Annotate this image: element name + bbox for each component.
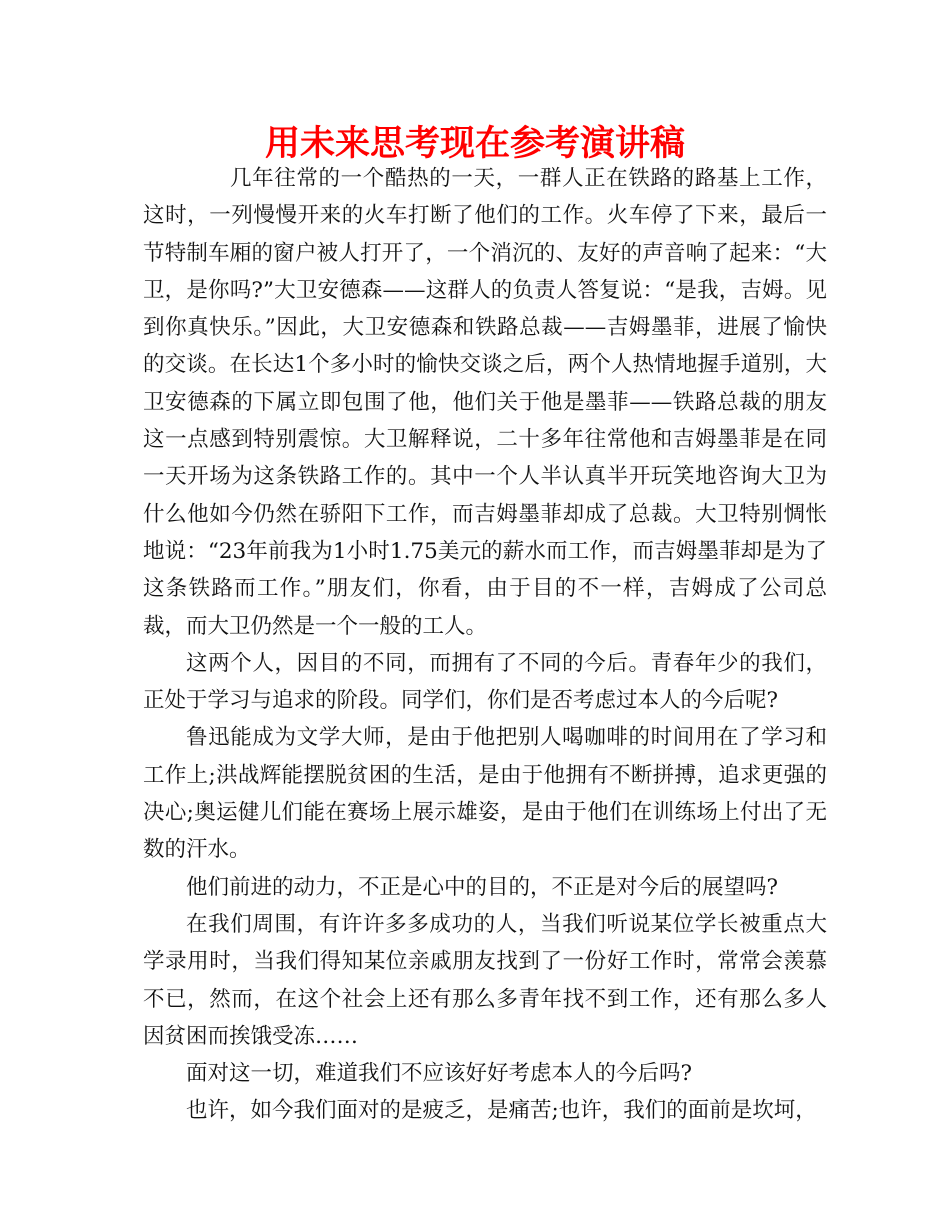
paragraph: 鲁迅能成为文学大师，是由于他把别人喝咖啡的时间用在了学习和工作上;洪战辉能摆脱贫困的生活，是由于他拥有不断拼搏，追求更强的决心;奥运健儿们能在赛场上展示雄姿，是由于他们在训练场上付出了无数的汗水。 bbox=[143, 725, 827, 863]
paragraph: 他们前进的动力，不正是心中的目的，不正是对今后的展望吗? bbox=[186, 874, 779, 900]
paragraph: 这两个人，因目的不同，而拥有了不同的今后。青春年少的我们，正处于学习与追求的阶段。同学们，你们是否考虑过本人的今后呢? bbox=[143, 650, 827, 714]
paragraph: 在我们周围，有许许多多成功的人，当我们听说某位学长被重点大学录用时，当我们得知某位亲戚朋友找到了一份好工作时，常常会羡慕不已，然而，在这个社会上还有那么多青年找不到工作，还有那么多人因贫困而挨饿受冻…… bbox=[143, 911, 827, 1049]
paragraph: 面对这一切，难道我们不应该好好考虑本人的今后吗? bbox=[186, 1061, 693, 1087]
document-body bbox=[143, 160, 827, 1130]
paragraph: 几年往常的一个酷热的一天，一群人正在铁路的路基上工作，这时，一列慢慢开来的火车打断了他们的工作。火车停了下来，最后一节特制车厢的窗户被人打开了，一个消沉的、友好的声音响了起来：“大卫，是你吗?”大卫安德森——这群人的负责人答复说：“是我，吉姆。见到你真快乐。”因此，大卫安德森和铁路总裁——吉姆墨菲，进展了愉快的交谈。在长达1个多小时的愉快交谈之后，两个人热情地握手道别，大卫安德森的下属立即包围了他，他们关于他是墨菲——铁路总裁的朋友这一点感到特别震惊。大卫解释说，二十多年往常他和吉姆墨菲是在同一天开场为这条铁路工作的。其中一个人半认真半开玩笑地咨询大卫为什么他如今仍然在骄阳下工作，而吉姆墨菲却成了总裁。大卫特别惆怅地说：“23年前我为1小时1.75美元的薪水而工作，而吉姆墨菲却是为了这条铁路而工作。”朋友们，你看，由于目的不一样，吉姆成了公司总裁，而大卫仍然是一个一般的工人。 bbox=[143, 166, 827, 639]
document-title: 用未来思考现在参考演讲稿 bbox=[264, 124, 685, 164]
paragraph: 也许，如今我们面对的是疲乏，是痛苦;也许，我们的面前是坎坷， bbox=[186, 1098, 817, 1124]
